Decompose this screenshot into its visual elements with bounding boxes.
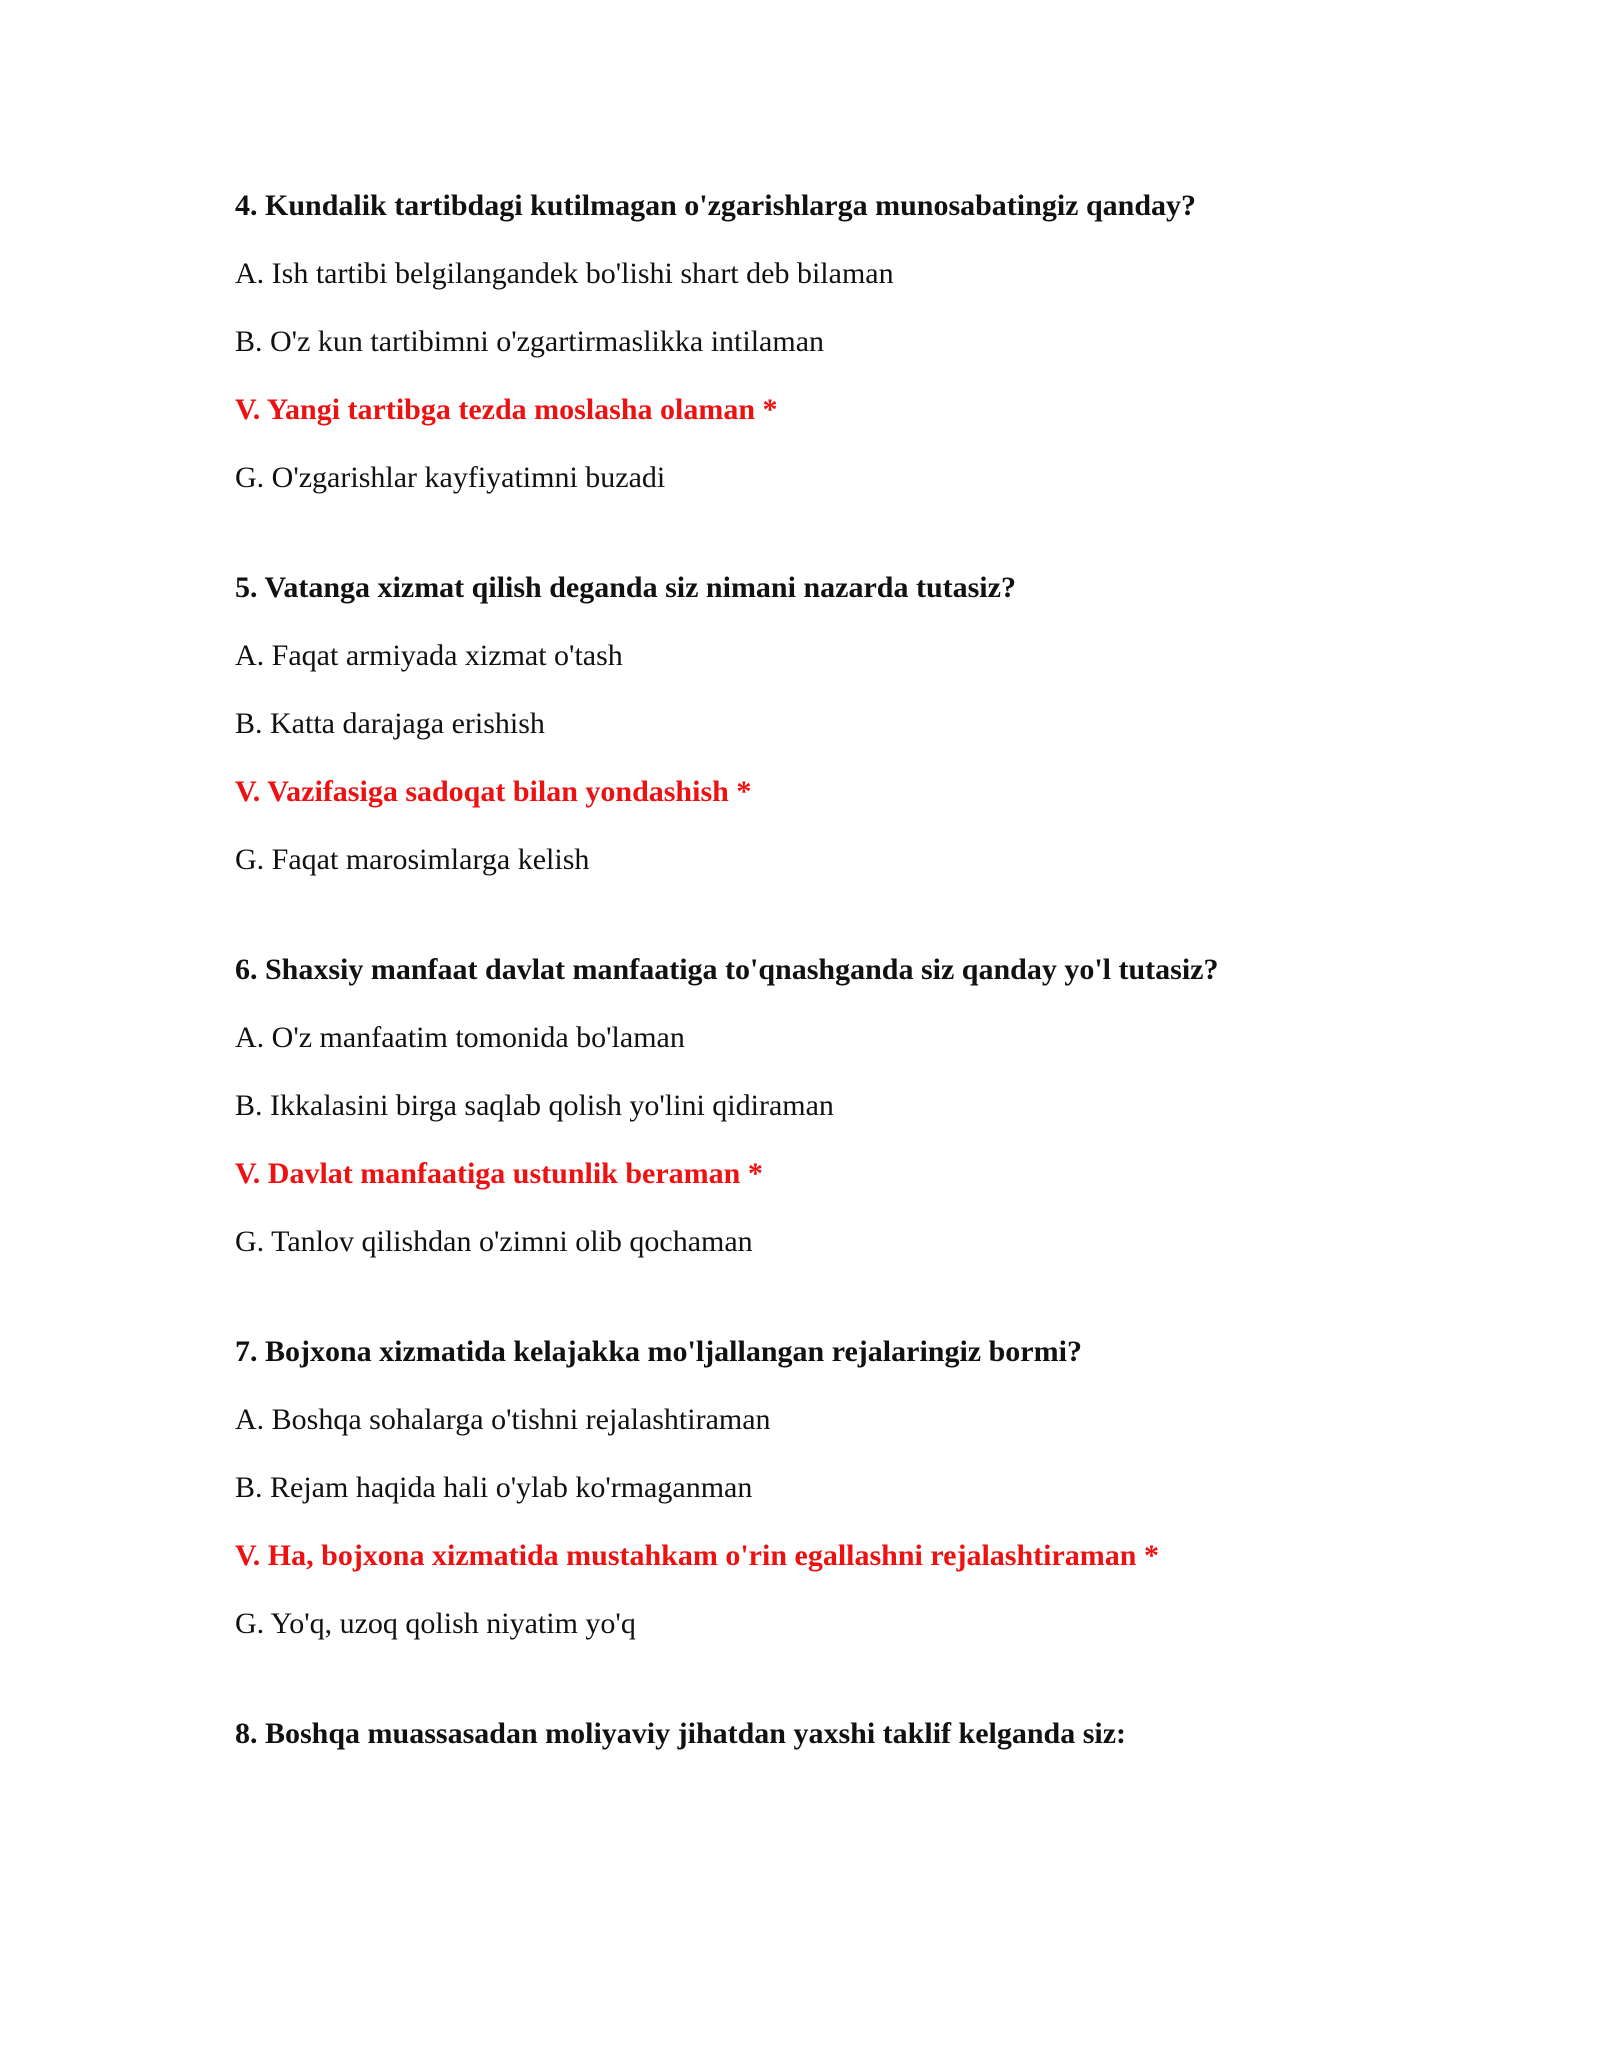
question-title: 6. Shaxsiy manfaat davlat manfaatiga to'qnashganda siz qanday yo'l tutasiz? [235, 953, 1219, 986]
question-title: 7. Bojxona xizmatida kelajakka mo'ljallangan rejalaringiz bormi? [235, 1335, 1082, 1368]
answer-option-a: A. O'z manfaatim tomonida bo'laman [235, 1021, 685, 1054]
answer-option-b: B. Ikkalasini birga saqlab qolish yo'lini qidiraman [235, 1089, 834, 1122]
answer-option-b: B. Rejam haqida hali o'ylab ko'rmaganman [235, 1471, 753, 1504]
question-block [235, 567, 1435, 881]
answer-option-g: G. O'zgarishlar kayfiyatimni buzadi [235, 461, 666, 494]
correct-answer-option-v: V. Vazifasiga sadoqat bilan yondashish * [235, 775, 752, 808]
answer-option-b: B. O'z kun tartibimni o'zgartirmaslikka intilaman [235, 325, 825, 358]
question-block [235, 1331, 1435, 1645]
correct-answer-option-v: V. Yangi tartibga tezda moslasha olaman * [235, 393, 778, 426]
answer-option-a: A. Ish tartibi belgilangandek bo'lishi shart deb bilaman [235, 257, 894, 290]
question-title: 4. Kundalik tartibdagi kutilmagan o'zgarishlarga munosabatingiz qanday? [235, 189, 1197, 222]
question-block [235, 185, 1435, 499]
correct-answer-option-v: V. Davlat manfaatiga ustunlik beraman * [235, 1157, 763, 1190]
correct-answer-option-v: V. Ha, bojxona xizmatida mustahkam o'rin egallashni rejalashtiraman * [235, 1539, 1159, 1572]
answer-option-g: G. Faqat marosimlarga kelish [235, 843, 590, 876]
answer-option-g: G. Yo'q, uzoq qolish niyatim yo'q [235, 1607, 636, 1640]
question-title: 5. Vatanga xizmat qilish deganda siz nimani nazarda tutasiz? [235, 571, 1016, 604]
answer-option-b: B. Katta darajaga erishish [235, 707, 545, 740]
question-block [235, 949, 1435, 1263]
answer-option-g: G. Tanlov qilishdan o'zimni olib qochaman [235, 1225, 753, 1258]
question-list [235, 185, 1435, 1823]
answer-option-a: A. Boshqa sohalarga o'tishni rejalashtiraman [235, 1403, 771, 1436]
question-block [235, 1713, 1435, 1755]
answer-option-a: A. Faqat armiyada xizmat o'tash [235, 639, 623, 672]
question-title: 8. Boshqa muassasadan moliyaviy jihatdan yaxshi taklif kelganda siz: [235, 1717, 1127, 1750]
